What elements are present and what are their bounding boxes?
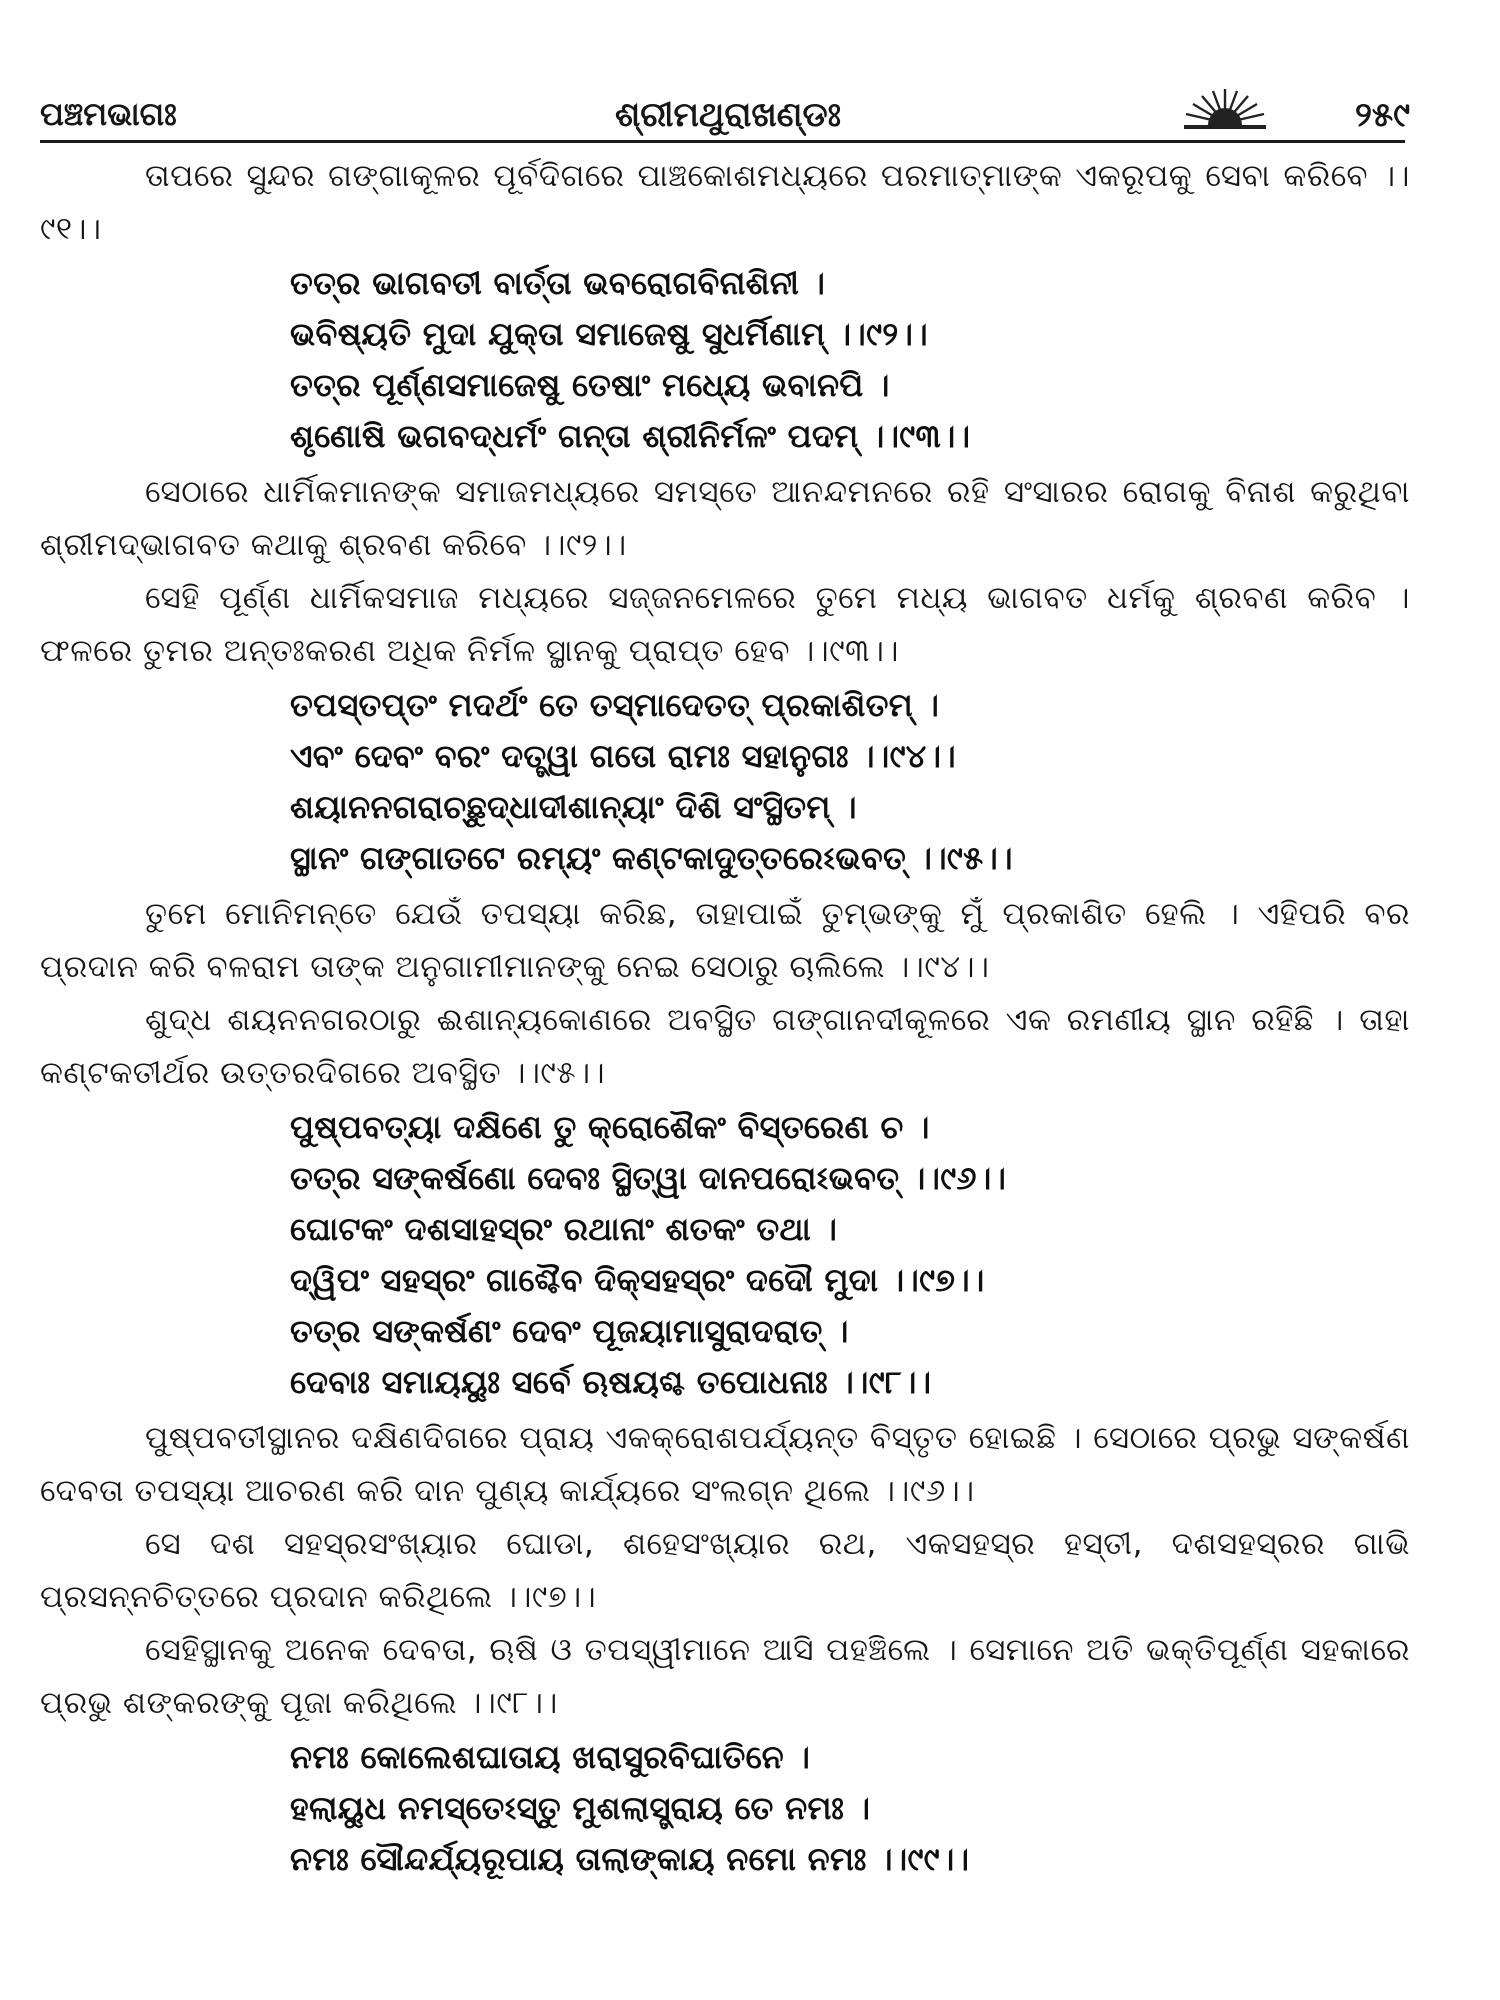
verse-line: ଦେବାଃ ସମାୟୟୁଃ ସର୍ବେ ଋଷୟଶ୍ଚ ତପୋଧନାଃ ।।୯୮।। — [290, 1363, 932, 1401]
verse-line: ଏବଂ ଦେବଂ ବରଂ ଦତ୍ତ୍ୱା ଗତୋ ରାମଃ ସହାନୁଗଃ ।।୯୪।। — [290, 737, 956, 775]
prose-paragraph: ସେଠାରେ ଧାର୍ମିକମାନଙ୍କ ସମାଜମଧ୍ୟରେ ସମସ୍ତେ ଆନନ୍ଦମନରେ ରହି ସଂସାରର ରୋଗକୁ ବିନାଶ କରୁଥିବା ଶ୍ରୀମଦ୍‌ଭାଗବତ କଥାକୁ ଶ୍ରବଣ କରିବେ ।।୯୨।। — [40, 474, 1410, 563]
page-body — [40, 150, 1410, 1889]
rising-sun-icon — [1180, 83, 1270, 133]
prose-paragraph: ସେହି ପୂର୍ଣ୍ଣ ଧାର୍ମିକସମାଜ ମଧ୍ୟରେ ସଜ୍ଜନମେଳରେ ତୁମେ ମଧ୍ୟ ଭାଗବତ ଧର୍ମକୁ ଶ୍ରବଣ କରିବ । ଫଳରେ ତୁମର ଅନ୍ତଃକରଣ ଅଧିକ ନିର୍ମଳ ସ୍ଥାନକୁ ପ୍ରାପ୍ତ ହେବ ।।୯୩।। — [40, 580, 1410, 669]
verse-line: ତତ୍ର ସଙ୍କର୍ଷଣୋ ଦେବଃ ସ୍ଥିତ୍ୱା ଦାନପରୋଽଭବତ୍ ।।୯୬।। — [290, 1159, 1007, 1197]
prose-paragraph: ସେ ଦଶ ସହସ୍ରସଂଖ୍ୟାର ଘୋଡା, ଶହେସଂଖ୍ୟାର ରଥ, ଏକସହସ୍ର ହସ୍ତୀ, ଦଶସହସ୍ରର ଗାଭି ପ୍ରସନ୍ନଚିତ୍ତରେ ପ୍ରଦାନ କରିଥିଲେ ।।୯୭।। — [40, 1526, 1410, 1615]
verse-line: ପୁଷ୍ପବତ୍ୟା ଦକ୍ଷିଣେ ତୁ କ୍ରୋଶୈକଂ ବିସ୍ତରେଣ ଚ । — [290, 1108, 930, 1146]
page-number: ୨୫୯ — [1354, 95, 1410, 135]
verse-block — [40, 680, 1410, 884]
page-header — [40, 95, 1410, 143]
verse-line: ସ୍ଥାନଂ ଗଙ୍ଗାତଟେ ରମ୍ୟଂ କଣ୍ଟକାଦୁତ୍ତରେଽଭବତ୍ ।।୯୫।। — [290, 839, 1013, 877]
verse-block — [40, 1102, 1410, 1408]
verse-block — [40, 258, 1410, 462]
verse-line: ହଲାୟୁଧ ନମସ୍ତେଽସ୍ତୁ ମୁଶଲାସ୍ତ୍ରାୟ ତେ ନମଃ । — [290, 1789, 871, 1827]
header-divider — [40, 140, 1405, 143]
verse-line: ଭବିଷ୍ୟତି ମୁଦା ଯୁକ୍ତା ସମାଜେଷୁ ସୁଧର୍ମିଣାମ୍ ।।୯୨।। — [290, 315, 928, 353]
section-title: ଶ୍ରୀମଥୁରାଖଣ୍ଡଃ — [615, 95, 841, 135]
prose-paragraph: ସେହିସ୍ଥାନକୁ ଅନେକ ଦେବତା, ଋଷି ଓ ତପସ୍ୱୀମାନେ ଆସି ପହଞ୍ଚିଲେ । ସେମାନେ ଅତି ଭକ୍ତିପୂର୍ଣ୍ଣ ସହକାରେ ପ୍ରଭୁ ଶଙ୍କରଙ୍କୁ ପୂଜା କରିଥିଲେ ।।୯୮।। — [40, 1632, 1410, 1721]
verse-block — [40, 1732, 1410, 1885]
verse-line: ଶୃଣୋଷି ଭଗବଦ୍ଧର୍ମଂ ଗନ୍ତା ଶ୍ରୀନିର୍ମଳଂ ପଦମ୍ ।।୯୩।। — [290, 417, 971, 455]
verse-line: ନମଃ ସୌନ୍ଦର୍ଯ୍ୟରୂପାୟ ତାଲାଙ୍କାୟ ନମୋ ନମଃ ।।୯୯।। — [290, 1840, 970, 1878]
verse-line: ନମଃ କୋଲେଶଘାତାୟ ଖରାସୁରବିଘାତିନେ । — [290, 1738, 811, 1776]
verse-line: ତପସ୍ତପ୍ତଂ ମଦର୍ଥଂ ତେ ତସ୍ମାଦେତତ୍ ପ୍ରକାଶିତମ୍ । — [290, 686, 940, 724]
verse-line: ତତ୍ର ସଙ୍କର୍ଷଣଂ ଦେବଂ ପୂଜୟାମାସୁରାଦରାତ୍ । — [290, 1312, 849, 1350]
prose-paragraph: ତୁମେ ମୋନିମନ୍ତେ ଯେଉଁ ତପସ୍ୟା କରିଛ, ତାହାପାଇଁ ତୁମ୍ଭଙ୍କୁ ମୁଁ ପ୍ରକାଶିତ ହେଲି । ଏହିପରି ବର ପ୍ରଦାନ କରି ବଳରାମ ତାଙ୍କ ଅନୁଗାମୀମାନଙ୍କୁ ନେଇ ସେଠାରୁ ଚାଲିଲେ ।।୯୪।। — [40, 896, 1410, 985]
verse-line: ତତ୍ର ଭାଗବତୀ ବାର୍ତ୍ତା ଭବରୋଗବିନାଶିନୀ । — [290, 264, 826, 302]
prose-paragraph: ପୁଷ୍ପବତୀସ୍ଥାନର ଦକ୍ଷିଣଦିଗରେ ପ୍ରାୟ ଏକକ୍ରୋଶପର୍ଯ୍ୟନ୍ତ ବିସ୍ତୃତ ହୋଇଛି । ସେଠାରେ ପ୍ରଭୁ ସଙ୍କର୍ଷଣ ଦେବତା ତପସ୍ୟା ଆଚରଣ କରି ଦାନ ପୁଣ୍ୟ କାର୍ଯ୍ୟରେ ସଂଲଗ୍ନ ଥିଲେ ।।୯୬।। — [40, 1420, 1410, 1509]
prose-paragraph: ତାପରେ ସୁନ୍ଦର ଗଙ୍ଗାକୂଳର ପୂର୍ବଦିଗରେ ପାଞ୍ଚକୋଶମଧ୍ୟରେ ପରମାତ୍ମାଙ୍କ ଏକରୂପକୁ ସେବା କରିବେ ।।୯୧।। — [40, 158, 1410, 247]
verse-line: ଘୋଟକଂ ଦଶସାହସ୍ରଂ ରଥାନାଂ ଶତକଂ ତଥା । — [290, 1210, 838, 1248]
verse-line: ଶୟାନନଗରାଚ୍ଛୁଦ୍ଧାଦୀଶାନ୍ୟାଂ ଦିଶି ସଂସ୍ଥିତମ୍ । — [290, 788, 857, 826]
prose-paragraph: ଶୁଦ୍ଧ ଶୟନନଗରଠାରୁ ଈଶାନ୍ୟକୋଣରେ ଅବସ୍ଥିତ ଗଙ୍ଗାନଦୀକୂଳରେ ଏକ ରମଣୀୟ ସ୍ଥାନ ରହିଛି । ତାହା କଣ୍ଟକତୀର୍ଥର ଉତ୍ତରଦିଗରେ ଅବସ୍ଥିତ ।।୯୫।। — [40, 1002, 1410, 1091]
verse-line: ତତ୍ର ପୂର୍ଣ୍ଣସମାଜେଷୁ ତେଷାଂ ମଧ୍ୟେ ଭବାନପି । — [290, 366, 890, 404]
part-title: ପଞ୍ଚମଭାଗଃ — [40, 95, 177, 133]
verse-line: ଦ୍ୱିପଂ ସହସ୍ରଂ ଗାଶ୍ଚୈବ ଦିକ୍‌ସହସ୍ରଂ ଦଦୌ ମୁଦା ।।୯୭।। — [290, 1261, 985, 1299]
